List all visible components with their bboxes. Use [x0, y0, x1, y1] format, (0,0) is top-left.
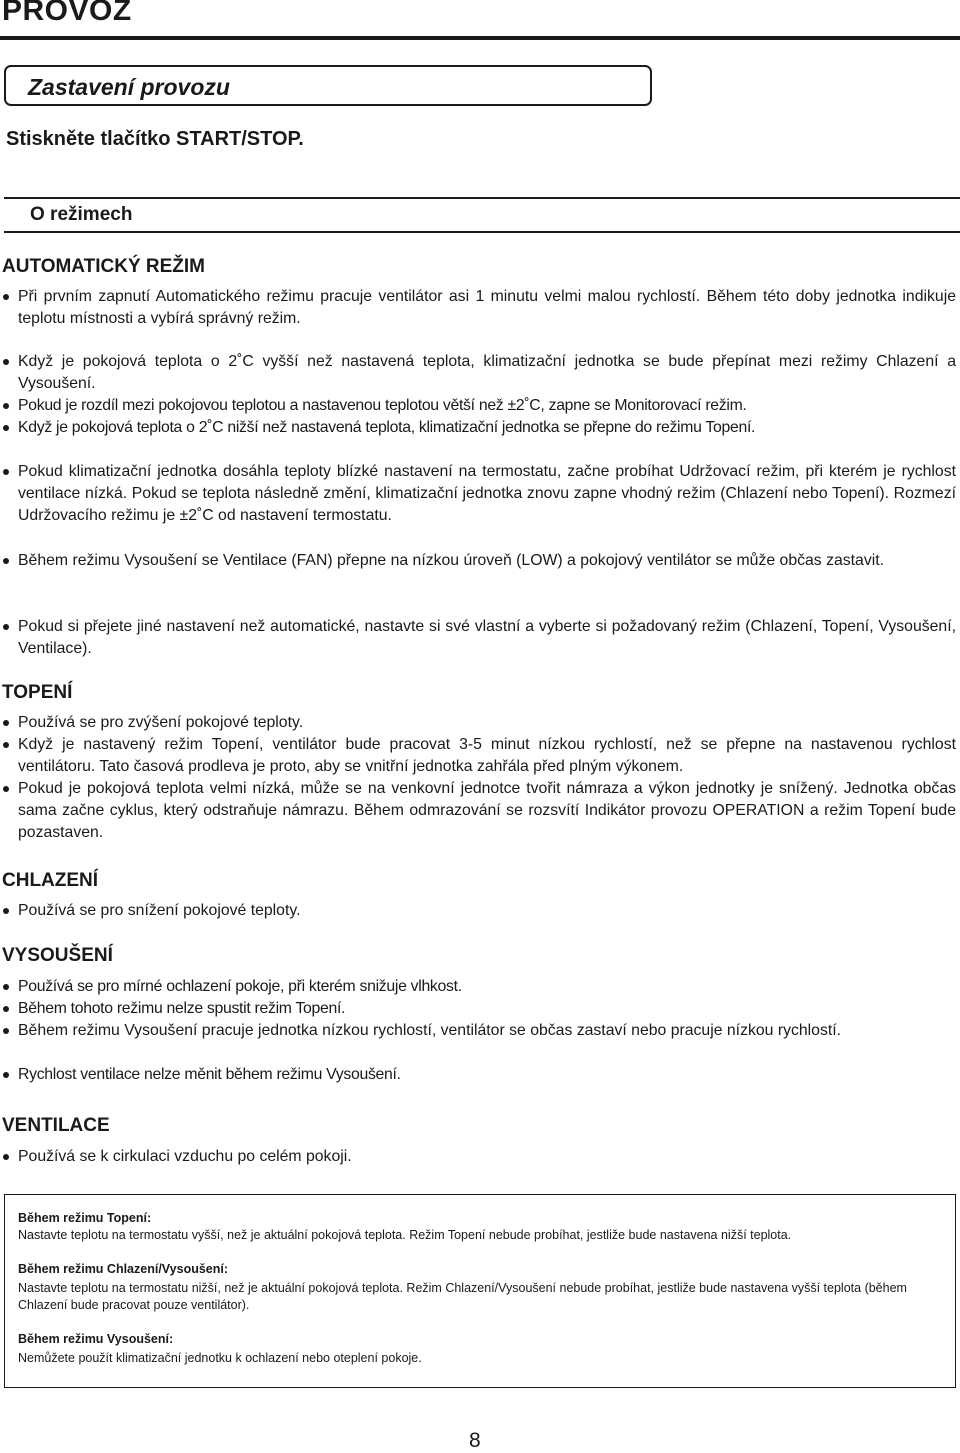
section-title: Zastavení provozu	[28, 74, 230, 100]
list-item: Používá se pro zvýšení pokojové teploty.	[18, 712, 956, 734]
list-item: Rychlost ventilace nelze měnit během režimu Vysoušení.	[18, 1064, 956, 1086]
cooling-heading: CHLAZENÍ	[2, 870, 99, 891]
list-item: Používá se pro snížení pokojové teploty.	[18, 900, 956, 922]
list-item: Když je pokojová teplota o 2˚C vyšší než nastavená teplota, klimatizační jednotka se bude přepínat mezi režimy Chlazení a Vysoušení.	[18, 351, 956, 395]
heating-heading: TOPENÍ	[2, 682, 73, 703]
list-item: Pokud je rozdíl mezi pokojovou teplotou a nastavenou teplotou větší než ±2˚C, zapne se Monitorovací režim.	[18, 395, 956, 417]
note-title: Během režimu Topení:	[18, 1211, 152, 1225]
note-title: Během režimu Chlazení/Vysoušení:	[18, 1262, 229, 1276]
modes-heading-bar	[4, 197, 960, 233]
list-item: Používá se pro mírné ochlazení pokoje, při kterém snižuje vlhkost.	[18, 976, 956, 998]
list-item: Během režimu Vysoušení pracuje jednotka nízkou rychlostí, ventilátor se občas zastaví nebo pracuje nízkou rychlostí.	[18, 1020, 956, 1042]
list-item: Když je pokojová teplota o 2˚C nižší než nastavená teplota, klimatizační jednotka se přepne do režimu Topení.	[18, 417, 956, 439]
fan-heading: VENTILACE	[2, 1115, 110, 1136]
page-title: PROVOZ	[2, 0, 132, 27]
list-item: Používá se k cirkulaci vzduchu po celém pokoji.	[18, 1146, 956, 1168]
note-text: Nastavte teplotu na termostatu nižší, než je aktuální pokojová teplota. Režim Chlazení/Vysoušení nebude probíhat, jestliže bude nastavena vyšší teplota (během Chlazení bude pracovat pouze ventilátor).	[18, 1281, 907, 1312]
header-divider	[0, 36, 960, 40]
list-item: Během režimu Vysoušení se Ventilace (FAN) přepne na nízkou úroveň (LOW) a pokojový ventilátor se může občas zastavit.	[18, 550, 956, 572]
list-item: Pokud klimatizační jednotka dosáhla teploty blízké nastavení na termostatu, začne probíhat Udržovací režim, při kterém je rychlost ventilace nízká. Pokud se teplota následně změní, klimatizační jednotka znovu zapne vhodný režim (Chlazení nebo Topení). Rozmezí Udržovacího režimu je ±2˚C od nastavení termostatu.	[18, 461, 956, 527]
note-title: Během režimu Vysoušení:	[18, 1332, 174, 1346]
section-heading-box	[4, 65, 652, 106]
list-item: Pokud je pokojová teplota velmi nízká, může se na venkovní jednotce tvořit námraza a výkon jednotky je snížený. Jednotka občas sama začne cyklus, který odstraňuje námrazu. Během odmrazování se rozsvítí Indikátor provozu OPERATION a režim Topení bude pozastaven.	[18, 778, 956, 844]
list-item: Při prvním zapnutí Automatického režimu pracuje ventilátor asi 1 minutu velmi malou rychlostí. Během této doby jednotka indikuje teplotu místnosti a vybírá správný režim.	[18, 286, 956, 330]
drying-heading: VYSOUŠENÍ	[2, 945, 113, 966]
note-text: Nastavte teplotu na termostatu vyšší, než je aktuální pokojová teplota. Režim Topení nebude probíhat, jestliže bude nastavena nižší teplota.	[18, 1228, 792, 1242]
modes-heading: O režimech	[30, 204, 133, 225]
page-number: 8	[469, 1429, 481, 1452]
auto-mode-heading: AUTOMATICKÝ REŽIM	[2, 256, 206, 277]
list-item: Pokud si přejete jiné nastavení než automatické, nastavte si své vlastní a vyberte si požadovaný režim (Chlazení, Topení, Vysoušení, Ventilace).	[18, 616, 956, 660]
instruction-text: Stiskněte tlačítko START/STOP.	[6, 128, 304, 150]
note-text: Nemůžete použít klimatizační jednotku k ochlazení nebo oteplení pokoje.	[18, 1351, 422, 1365]
list-item: Když je nastavený režim Topení, ventilátor bude pracovat 3-5 minut nízkou rychlostí, než se přepne na nastavenou rychlost ventilátoru. Tato časová prodleva je proto, aby se vnitřní jednotka zahřála před plným výkonem.	[18, 734, 956, 778]
list-item: Během tohoto režimu nelze spustit režim Topení.	[18, 998, 956, 1020]
